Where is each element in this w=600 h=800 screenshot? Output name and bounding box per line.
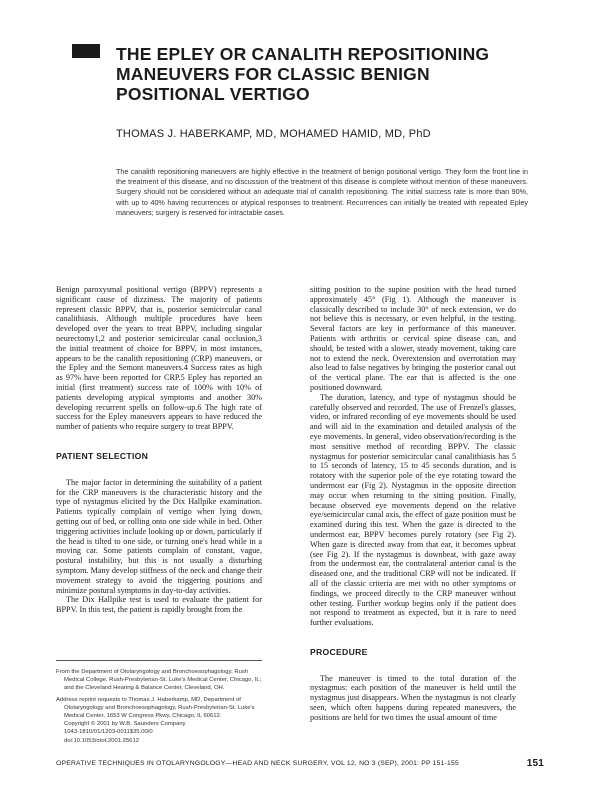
- issn-note: 1043-1810/01/1203-0011$35.00/0: [64, 729, 153, 736]
- page-number: 151: [526, 758, 544, 769]
- title-accent-bar: [72, 44, 100, 58]
- reprint-note: Address reprint requests to Thomas J. Haberkamp, MD, Department of Otolaryngology and Bronchoesophagology, Rush-Presbyterian-St. Luke's Medical Center, 1653 W Congress Pkwy, Chicago, IL 60612.: [56, 696, 255, 720]
- intro-paragraph: Benign paroxysmal positional vertigo (BPPV) represents a significant cause of dizziness. The majority of patients represent classic BPPV, that is, posterior semicircular canal canalithiasis. Although multiple procedures have been developed over the years to treat BPPV, including singular neurectomy1,2 and posterior semicircular canal occlusion,3 the initial treatment of choice for BPPV, in most instances, appears to be the canalith repositioning (CRP) maneuvers, or the Epley and the Semont maneuvers.4 Success rates as high as 97% have been reported for CRP.5 Epley has reported an initial (first treatment) success rate of 100% with 10% of patients developing atypical symptoms and another 30% developing recurrent spells on follow-up.6 The high rate of success for the Epley maneuvers appears to have reduced the number of patients who require surgery to treat BPPV.: [56, 285, 262, 432]
- body-column-left: [56, 285, 262, 615]
- journal-citation: OPERATIVE TECHNIQUES IN OTOLARYNGOLOGY—HEAD AND NECK SURGERY, VOL 12, NO 3 (SEP), 2001: PP 151-155: [56, 760, 460, 767]
- body-column-right: [310, 285, 516, 723]
- body-paragraph: The duration, latency, and type of nystagmus should be carefully observed and recorded. The use of Frenzel's glasses, video, or infrared recording of eye movements should be used and will aid in the examination and detailed analysis of the eye movements. In general, video observation/recording is the most sensitive method of recording BPPV. The classic nystagmus for posterior semicircular canal canalithiasis has 5 to 15 seconds of latency, 15 to 45 seconds duration, and is rotatory with the superior pole of the eye rotating toward the undermost ear (Fig 2). Nystagmus in the opposite direction may occur when returning to the sitting position. Finally, because observed eye movements depend on the relative eye/semicircular canal axis, the effect of gaze position must be examined during this test. When the gaze is directed to the undermost ear, BPPV becomes purely rotatory (see Fig 2). When gaze is directed away from that ear, it becomes upbeat (see Fig 2). If the nystagmus is downbeat, with gaze away from the undermost ear, the contralateral anterior canal is the diseased one, and the traditional CRP will not be indicated. If all of the classic criteria are met with no other symptoms or findings, we proceed directly to the CRP maneuver without other testing. Further workup begins only if the patient does not respond to treatment as expected, but it is rare to need further evaluations.: [310, 392, 516, 628]
- doi-note: doi:10.1053/otot.2001.25612: [64, 737, 140, 744]
- abstract: The canalith repositioning maneuvers are highly effective in the treatment of benign positional vertigo. They form the front line in the treatment of this disease, and no discussion of the treatment of this disease is complete without mention of these maneuvers. Surgery should not be considered without an adequate trial of canalith repositioning. The initial success rate is more than 90%, with up to 40% having recurrences or atypical responses to treatment. Recurrences can initially be treated with repeated Epley maneuvers; surgery is reserved for intractable cases.: [116, 167, 528, 217]
- page-footer: [56, 760, 544, 767]
- footnotes: [56, 660, 262, 745]
- body-paragraph: The major factor in determining the suitability of a patient for the CRP maneuvers is the characteristic history and the type of nystagmus elicited by the Dix Hallpike examination. Patients typically complain of vertigo when lying down, getting out of bed, or rolling onto one side while in bed. Other triggering activities include looking up or down, particularly if the head is tilted to one side, or turning one's head while in a moving car. Some patients complain of constant, vague, postural instability, but this is not usually a disturbing symptom. Many develop stiffness of the neck and change their movement strategy to avoid the triggering positions and minimize postural symptoms in day-to-day activities.: [56, 477, 262, 595]
- section-heading-procedure: PROCEDURE: [310, 646, 368, 657]
- section-heading-patient-selection: PATIENT SELECTION: [56, 450, 149, 461]
- author-line: THOMAS J. HABERKAMP, MD, MOHAMED HAMID, MD, PhD: [116, 128, 431, 140]
- affiliation-note: From the Department of Otolaryngology and Bronchoesophagology, Rush Medical College, Rush-Presbyterian-St. Luke's Medical Center, Chicago, IL; and the Cleveland Hearing & Balance Center, Cleveland, OH.: [56, 669, 262, 692]
- body-paragraph: The Dix Hallpike test is used to evaluate the patient for BPPV. In this test, the patient is rapidly brought from the: [56, 595, 262, 615]
- article-title: THE EPLEY OR CANALITH REPOSITIONING MANEUVERS FOR CLASSIC BENIGN POSITIONAL VERTIGO: [116, 44, 490, 104]
- copyright-note: Copyright © 2001 by W.B. Saunders Company: [64, 721, 186, 728]
- body-paragraph: sitting position to the supine position with the head turned approximately 45° (Fig 1). Although the maneuver is classically described to include 30° of neck extension, we do not believe this is necessary, or even helpful, in the testing. Several factors are key in performance of this maneuver. Patients with arthritis or cervical spine disease can, and should, be tested with a slower, steady movement, taking care not to extend the neck. Overextension and overrotation may also lead to false negatives by bringing the posterior canal out of the vertical plane. The ear that is affected is the one positioned downward.: [310, 285, 516, 392]
- body-paragraph: The maneuver is timed to the total duration of the nystagmus: each position of the maneuver is held until the nystagmus just disappears. When the nystagmus is not clearly seen, which often happens during repeated maneuvers, the positions are held for two times the usual amount of time: [310, 673, 516, 722]
